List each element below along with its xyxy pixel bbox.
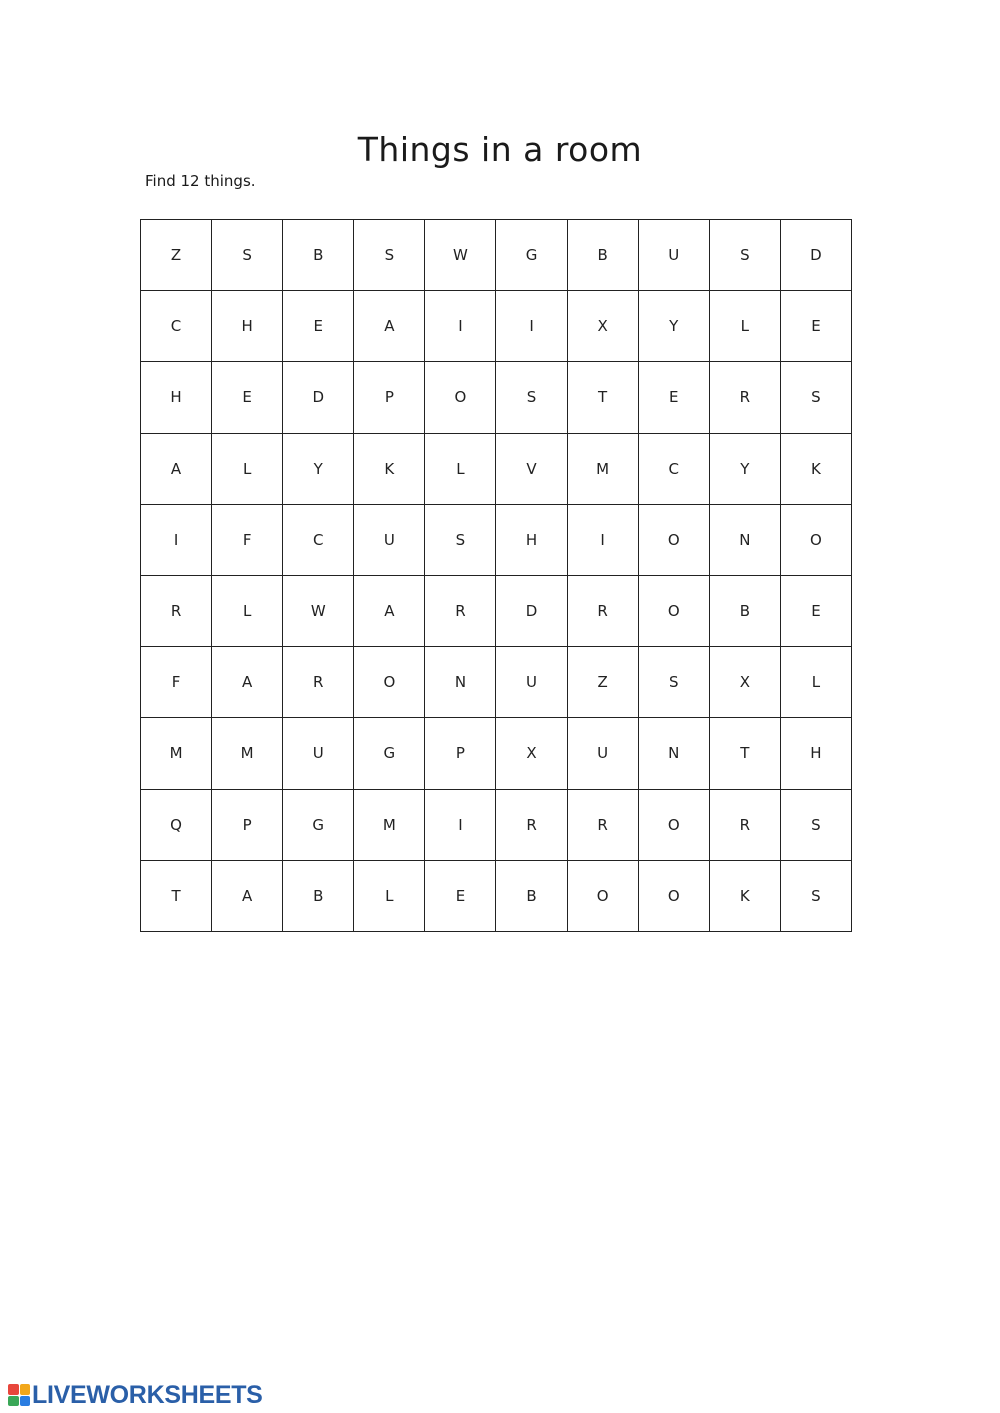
word-search-grid [140,219,852,932]
grid-cell[interactable]: W [425,220,496,291]
grid-cell[interactable]: O [639,576,710,647]
grid-cell[interactable]: N [425,647,496,718]
liveworksheets-logo-icon [8,1384,30,1406]
grid-cell[interactable]: P [425,718,496,789]
grid-cell[interactable]: Y [283,434,354,505]
grid-cell[interactable]: K [354,434,425,505]
grid-cell[interactable]: L [781,647,852,718]
grid-cell[interactable]: H [141,362,212,433]
grid-cell[interactable]: I [425,291,496,362]
grid-cell[interactable]: M [212,718,283,789]
grid-cell[interactable]: I [141,505,212,576]
grid-cell[interactable]: E [639,362,710,433]
grid-cell[interactable]: O [425,362,496,433]
grid-cell[interactable]: R [283,647,354,718]
grid-cell[interactable]: R [710,790,781,861]
grid-cell[interactable]: R [141,576,212,647]
grid-cell[interactable]: U [354,505,425,576]
grid-cell[interactable]: H [496,505,567,576]
grid-cell[interactable]: X [710,647,781,718]
grid-cell[interactable]: E [283,291,354,362]
grid-cell[interactable]: G [354,718,425,789]
grid-cell[interactable]: S [496,362,567,433]
grid-cell[interactable]: S [781,861,852,932]
grid-cell[interactable]: E [781,291,852,362]
worksheet-instruction: Find 12 things. [145,172,256,190]
grid-cell[interactable]: V [496,434,567,505]
grid-cell[interactable]: E [781,576,852,647]
grid-cell[interactable]: R [710,362,781,433]
grid-cell[interactable]: Q [141,790,212,861]
grid-cell[interactable]: X [496,718,567,789]
logo-text: LIVEWORKSHEETS [32,1380,263,1409]
grid-cell[interactable]: B [496,861,567,932]
grid-cell[interactable]: E [212,362,283,433]
grid-cell[interactable]: N [639,718,710,789]
grid-cell[interactable]: B [283,861,354,932]
grid-cell[interactable]: Z [568,647,639,718]
grid-cell[interactable]: L [212,434,283,505]
grid-cell[interactable]: O [354,647,425,718]
grid-cell[interactable]: F [212,505,283,576]
grid-cell[interactable]: B [568,220,639,291]
grid-cell[interactable]: B [710,576,781,647]
grid-cell[interactable]: U [568,718,639,789]
grid-cell[interactable]: T [568,362,639,433]
grid-cell[interactable]: A [141,434,212,505]
grid-cell[interactable]: L [354,861,425,932]
grid-cell[interactable]: L [710,291,781,362]
grid-cell[interactable]: O [568,861,639,932]
grid-cell[interactable]: R [568,790,639,861]
grid-cell[interactable]: O [781,505,852,576]
grid-cell[interactable]: M [141,718,212,789]
grid-cell[interactable]: I [425,790,496,861]
grid-cell[interactable]: U [283,718,354,789]
grid-cell[interactable]: T [141,861,212,932]
grid-cell[interactable]: M [568,434,639,505]
grid-cell[interactable]: I [568,505,639,576]
grid-cell[interactable]: K [710,861,781,932]
grid-cell[interactable]: O [639,505,710,576]
grid-cell[interactable]: R [425,576,496,647]
grid-cell[interactable]: D [496,576,567,647]
grid-cell[interactable]: M [354,790,425,861]
liveworksheets-logo [8,1381,263,1409]
worksheet-title: Things in a room [357,130,643,169]
grid-cell[interactable]: A [212,647,283,718]
grid-cell[interactable]: L [425,434,496,505]
grid-cell[interactable]: D [781,220,852,291]
grid-cell[interactable]: A [354,291,425,362]
grid-cell[interactable]: S [639,647,710,718]
grid-cell[interactable]: X [568,291,639,362]
grid-cell[interactable]: S [425,505,496,576]
grid-cell[interactable]: T [710,718,781,789]
grid-cell[interactable]: Y [639,291,710,362]
grid-cell[interactable]: G [283,790,354,861]
grid-cell[interactable]: D [283,362,354,433]
grid-cell[interactable]: F [141,647,212,718]
grid-cell[interactable]: A [212,861,283,932]
grid-cell[interactable]: P [212,790,283,861]
grid-cell[interactable]: O [639,861,710,932]
grid-cell[interactable]: C [141,291,212,362]
grid-cell[interactable]: S [781,790,852,861]
grid-cell[interactable]: N [710,505,781,576]
grid-cell[interactable]: A [354,576,425,647]
grid-cell[interactable]: U [639,220,710,291]
grid-cell[interactable]: S [781,362,852,433]
grid-cell[interactable]: O [639,790,710,861]
grid-cell[interactable]: K [781,434,852,505]
grid-cell[interactable]: E [425,861,496,932]
grid-cell[interactable]: Z [141,220,212,291]
grid-cell[interactable]: I [496,291,567,362]
grid-cell[interactable]: P [354,362,425,433]
grid-cell[interactable]: H [781,718,852,789]
grid-cell[interactable]: Y [710,434,781,505]
grid-cell[interactable]: H [212,291,283,362]
grid-cell[interactable]: S [354,220,425,291]
grid-cell[interactable]: R [496,790,567,861]
grid-cell[interactable]: S [710,220,781,291]
grid-cell[interactable]: C [283,505,354,576]
grid-cell[interactable]: L [212,576,283,647]
grid-cell[interactable]: G [496,220,567,291]
grid-cell[interactable]: W [283,576,354,647]
grid-cell[interactable]: B [283,220,354,291]
grid-cell[interactable]: S [212,220,283,291]
grid-cell[interactable]: R [568,576,639,647]
grid-cell[interactable]: U [496,647,567,718]
grid-cell[interactable]: C [639,434,710,505]
